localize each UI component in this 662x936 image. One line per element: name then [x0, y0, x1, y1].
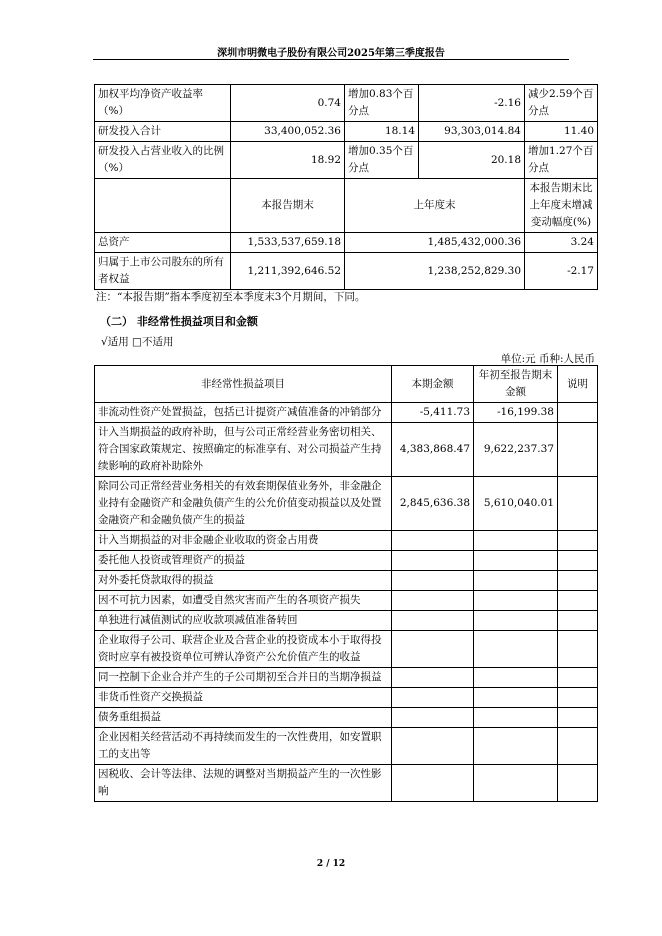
cell-note	[558, 765, 598, 802]
table-row	[95, 423, 598, 477]
cell-note	[558, 611, 598, 631]
cell-ytd: 20.18	[419, 142, 525, 179]
cell-current-amount	[392, 551, 474, 571]
cell-ytd-amount	[474, 728, 558, 765]
cell-ytd: -2.16	[419, 85, 525, 122]
table-row	[95, 728, 598, 765]
cell-current-amount	[392, 591, 474, 611]
row-label: 加权平均净资产收益率（%）	[95, 85, 231, 122]
header-prior-year-end: 上年度末	[345, 179, 525, 233]
key-metrics-table	[94, 84, 598, 290]
cell-current-amount	[392, 765, 474, 802]
table-header-row	[95, 366, 598, 403]
row-label: 计入当期损益的政府补助，但与公司正常经营业务密切相关、符合国家政策规定、按照确定的标准享有、对公司损益产生持续影响的政府补助除外	[95, 423, 392, 477]
unit-currency-line: 单位:元 币种:人民币	[500, 353, 595, 365]
cell-current-amount	[392, 688, 474, 708]
cell-note	[558, 708, 598, 728]
cell-note	[558, 423, 598, 477]
table-row	[95, 233, 598, 253]
cell-ytd: 93,303,014.84	[419, 122, 525, 142]
table-header-row	[95, 179, 598, 233]
footnote: 注：“本报告期”指本季度初至本季度末3个月期间，下同。	[96, 291, 366, 303]
cell-current-amount: 2,845,636.38	[392, 477, 474, 531]
cell-current-amount	[392, 668, 474, 688]
row-label: 非流动性资产处置损益，包括已计提资产减值准备的冲销部分	[95, 403, 392, 423]
cell-current: 0.74	[231, 85, 345, 122]
page-header-title: 深圳市明微电子股份有限公司2025年第三季度报告	[217, 48, 445, 59]
cell-note	[558, 728, 598, 765]
table-row	[95, 122, 598, 142]
row-label: 对外委托贷款取得的损益	[95, 571, 392, 591]
cell-ytd-amount: 9,622,237.37	[474, 423, 558, 477]
row-label: 除同公司正常经营业务相关的有效套期保值业务外，非金融企业持有金融资产和金融负债产生的公允价值变动损益以及处置金融资产和金融负债产生的损益	[95, 477, 392, 531]
cell-change: 增加0.83个百分点	[345, 85, 419, 122]
cell-ytd-change: 减少2.59个百分点	[525, 85, 598, 122]
header-period-end: 本报告期末	[231, 179, 345, 233]
cell-current-amount	[392, 708, 474, 728]
row-label: 非货币性资产交换损益	[95, 688, 392, 708]
row-label: 总资产	[95, 233, 231, 253]
row-label: 因不可抗力因素，如遭受自然灾害而产生的各项资产损失	[95, 591, 392, 611]
cell-current-amount	[392, 728, 474, 765]
cell-note	[558, 591, 598, 611]
cell-change-pct: 3.24	[525, 233, 598, 253]
header-ytd-amount: 年初至报告期末金额	[474, 366, 558, 403]
cell-current: 18.92	[231, 142, 345, 179]
row-label: 企业取得子公司、联营企业及合营企业的投资成本小于取得投资时应享有被投资单位可辨认净资产公允价值产生的收益	[95, 631, 392, 668]
row-label: 计入当期损益的对非金融企业收取的资金占用费	[95, 531, 392, 551]
cell-ytd-amount	[474, 631, 558, 668]
table-row	[95, 253, 598, 290]
cell-ytd-amount	[474, 531, 558, 551]
cell-ytd-amount	[474, 765, 558, 802]
header-change-pct: 本报告期末比上年度末增减变动幅度(%)	[525, 179, 598, 233]
table-row	[95, 85, 598, 122]
header-current-amount: 本期金额	[392, 366, 474, 403]
cell-change-pct: -2.17	[525, 253, 598, 290]
row-label: 因税收、会计等法律、法规的调整对当期损益产生的一次性影响	[95, 765, 392, 802]
table-row	[95, 477, 598, 531]
non-recurring-items-table	[94, 365, 598, 802]
applicable-checkbox-line: √适用 □不适用	[101, 336, 174, 348]
cell-current-amount	[392, 531, 474, 551]
table-row	[95, 688, 598, 708]
cell-ytd-amount	[474, 708, 558, 728]
cell-current-amount	[392, 631, 474, 668]
empty-header-cell	[95, 179, 231, 233]
cell-ytd-amount	[474, 591, 558, 611]
cell-note	[558, 571, 598, 591]
cell-note	[558, 403, 598, 423]
cell-current-amount	[392, 611, 474, 631]
cell-prior-year-end: 1,485,432,000.36	[345, 233, 525, 253]
cell-note	[558, 668, 598, 688]
row-label: 归属于上市公司股东的所有者权益	[95, 253, 231, 290]
header-item: 非经常性损益项目	[95, 366, 392, 403]
cell-current-amount: -5,411.73	[392, 403, 474, 423]
cell-ytd-amount: -16,199.38	[474, 403, 558, 423]
cell-ytd-amount	[474, 668, 558, 688]
cell-change: 增加0.35个百分点	[345, 142, 419, 179]
row-label: 委托他人投资或管理资产的损益	[95, 551, 392, 571]
table-row	[95, 142, 598, 179]
cell-note	[558, 531, 598, 551]
cell-ytd-change: 11.40	[525, 122, 598, 142]
table-row	[95, 403, 598, 423]
header-divider	[93, 59, 569, 60]
section-title: （二） 非经常性损益项目和金额	[100, 315, 258, 328]
cell-ytd-amount	[474, 611, 558, 631]
table-row	[95, 668, 598, 688]
row-label: 单独进行减值测试的应收款项减值准备转回	[95, 611, 392, 631]
header-note: 说明	[558, 366, 598, 403]
table-row	[95, 708, 598, 728]
cell-note	[558, 551, 598, 571]
cell-current-amount	[392, 571, 474, 591]
table-row	[95, 765, 598, 802]
row-label: 同一控制下企业合并产生的子公司期初至合并日的当期净损益	[95, 668, 392, 688]
table-row	[95, 551, 598, 571]
cell-prior-year-end: 1,238,252,829.30	[345, 253, 525, 290]
cell-ytd-amount	[474, 571, 558, 591]
row-label: 研发投入合计	[95, 122, 231, 142]
cell-ytd-change: 增加1.27个百分点	[525, 142, 598, 179]
table-row	[95, 571, 598, 591]
cell-current: 33,400,052.36	[231, 122, 345, 142]
cell-ytd-amount	[474, 688, 558, 708]
table-row	[95, 531, 598, 551]
cell-note	[558, 631, 598, 668]
cell-note	[558, 477, 598, 531]
cell-current-amount: 4,383,868.47	[392, 423, 474, 477]
cell-period-end: 1,533,537,659.18	[231, 233, 345, 253]
table-row	[95, 591, 598, 611]
cell-note	[558, 688, 598, 708]
row-label: 企业因相关经营活动不再持续而发生的一次性费用，如安置职工的支出等	[95, 728, 392, 765]
row-label: 债务重组损益	[95, 708, 392, 728]
cell-ytd-amount	[474, 551, 558, 571]
row-label: 研发投入占营业收入的比例（%）	[95, 142, 231, 179]
cell-period-end: 1,211,392,646.52	[231, 253, 345, 290]
cell-change: 18.14	[345, 122, 419, 142]
page-number: 2 / 12	[316, 859, 346, 869]
table-row	[95, 631, 598, 668]
table-row	[95, 611, 598, 631]
cell-ytd-amount: 5,610,040.01	[474, 477, 558, 531]
